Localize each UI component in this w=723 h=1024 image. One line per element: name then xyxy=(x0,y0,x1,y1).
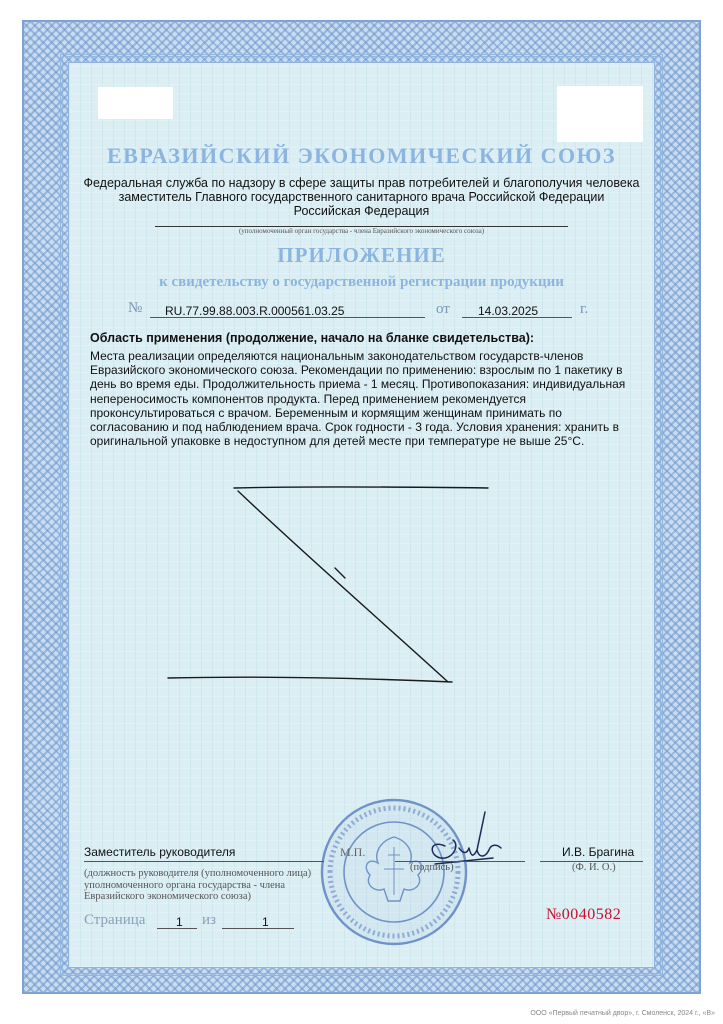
form-number: №0040582 xyxy=(546,906,622,923)
organization-line-3: Российская Федерация xyxy=(293,204,430,218)
from-label: от xyxy=(436,301,450,317)
position-underline xyxy=(84,861,324,862)
organization-block xyxy=(80,176,643,218)
printer-footer: ООО «Первый печатный двор», г. Смоленск, 2024 г., «В» xyxy=(530,1010,715,1017)
scope-line: проконсультироваться с врачом. Беременным и кормящим женщинам принимать по xyxy=(90,405,562,420)
redacted-area-right xyxy=(557,86,643,142)
registration-date: 14.03.2025 xyxy=(478,304,539,318)
number-symbol: № xyxy=(128,300,143,316)
document-subtitle: к свидетельству о государственной регистрации продукции xyxy=(159,274,564,290)
union-title: ЕВРАЗИЙСКИЙ ЭКОНОМИЧЕСКИЙ СОЮЗ xyxy=(106,143,617,168)
signer-position: Заместитель руководителя xyxy=(84,845,236,859)
position-caption: (должность руководителя (уполномоченного лица) уполномоченного органа государства - члена Евразийского экономического союза) xyxy=(84,868,312,902)
page-label: Страница xyxy=(84,912,146,928)
total-pages: 1 xyxy=(262,915,269,929)
of-label: из xyxy=(202,912,216,928)
organization-line-2: заместитель Главного государственного санитарного врача Российской Федерации xyxy=(118,190,605,204)
scope-line: Места реализации определяются национальным законодательством государств-членов xyxy=(90,349,584,363)
scope-line: Евразийского экономического союза. Рекомендации по применению: взрослым по 1 пакетику в xyxy=(90,363,623,378)
year-suffix: г. xyxy=(580,301,589,317)
void-z-mark xyxy=(160,470,500,700)
scope-heading: Область применения (продолжение, начало на бланке свидетельства): xyxy=(90,331,535,345)
page-number: 1 xyxy=(176,915,183,929)
scope-text xyxy=(90,349,638,448)
mp-label: М.П. xyxy=(340,845,366,859)
organization-caption: (уполномоченный орган государства - члена Евразийского экономического союза) xyxy=(238,227,485,235)
scope-line: оригинальной упаковке в недоступном для детей месте при температуре не выше 25°C. xyxy=(90,434,585,449)
signer-name: И.В. Брагина xyxy=(562,845,635,859)
scope-line: непереносимость компонентов продукта. Перед применением рекомендуется xyxy=(90,391,527,406)
total-underline xyxy=(222,928,294,929)
name-caption: (Ф. И. О.) xyxy=(572,862,616,873)
organization-line-1: Федеральная служба по надзору в сфере защиты прав потребителей и благополучия человека xyxy=(83,176,640,190)
redacted-area-left xyxy=(98,87,173,119)
signature-caption: (подпись) xyxy=(410,862,454,873)
document-title: ПРИЛОЖЕНИЕ xyxy=(277,243,446,267)
scope-line: день во время еды. Продолжительность приема - 1 месяц. Противопоказания: индивидуальная xyxy=(90,377,626,392)
scope-line: согласованию и под наблюдением врача. Срок годности - 3 года. Условия хранения: хранить в xyxy=(90,420,619,435)
registration-number: RU.77.99.88.003.R.000561.03.25 xyxy=(165,304,345,318)
